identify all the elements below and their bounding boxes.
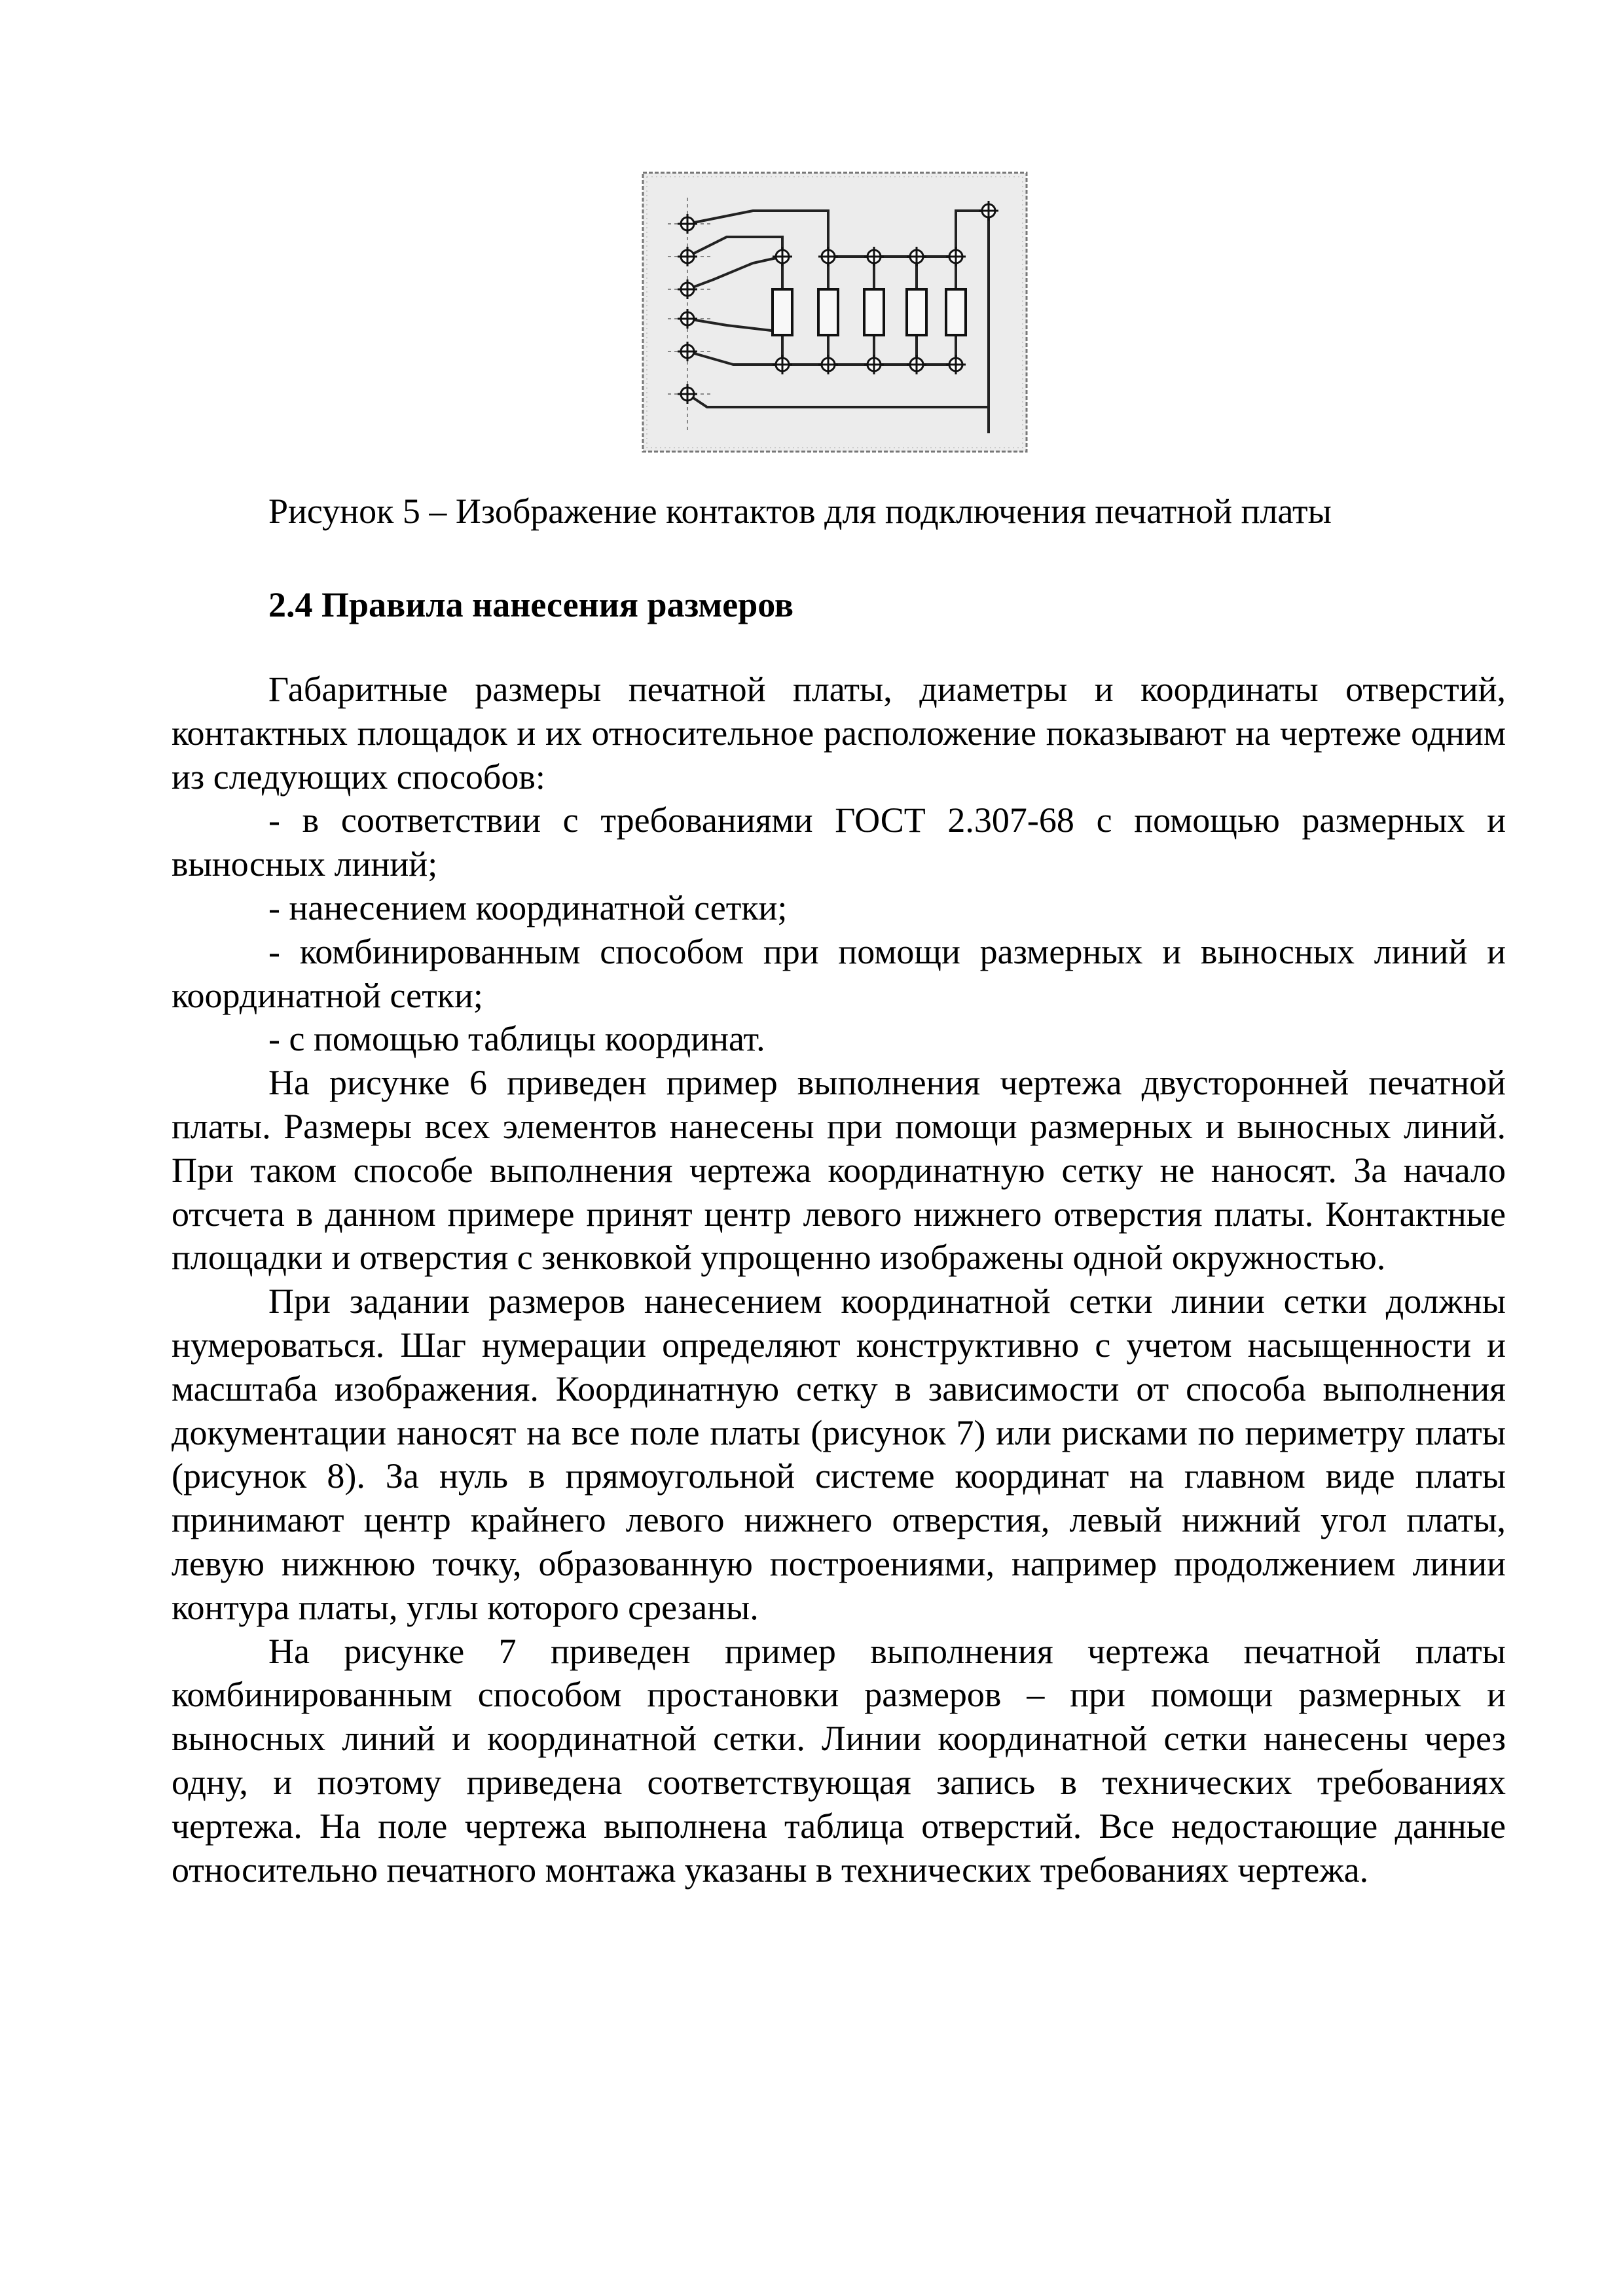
list-item: - в соответствии с требованиями ГОСТ 2.307-68 с помощью размерных и выносных линий; [172,800,1506,884]
section-heading: 2.4 Правила нанесения размеров [268,585,794,624]
figure-caption: Рисунок 5 – Изображение контактов для подключения печатной платы [268,492,1332,531]
list-item: - комбинированным способом при помощи размерных и выносных линий и координатной сетки; [172,931,1506,1015]
paragraph-coordinate-grid: При задании размеров нанесением координатной сетки линии сетки должны нумероваться. Шаг нумерации определяют конструктивно с учетом насыщенности и масштаба изображения. Координатную сетку в зависимости от способа выполнения документации наносят на все поле платы (рисунок 7) или рисками по периметру платы (рисунок 8). За нуль в прямоугольной системе координат на главном виде платы принимают центр крайнего левого нижнего отверстия, левый нижний угол платы, левую нижнюю точку, образованную построениями, например продолжением линии контура платы, углы которого срезаны. [172,1282,1506,1627]
list-item: - с помощью таблицы координат. [268,1019,765,1059]
paragraph-intro: Габаритные размеры печатной платы, диаметры и координаты отверстий, контактных площадок и их относительное расположение показывают на чертеже одним из следующих способов: [172,670,1506,797]
list-item: - нанесением координатной сетки; [268,888,788,927]
pcb-contacts-figure [642,171,1028,453]
pcb-drawing [642,171,1028,453]
resistor-1 [773,289,792,335]
resistor-2 [818,289,838,335]
resistor-5 [946,289,966,335]
paragraph-figure-6: На рисунке 6 приведен пример выполнения чертежа двусторонней печатной платы. Размеры всех элементов нанесены при помощи размерных и выносных линий. При таком способе выполнения чертежа координатную сетку не наносят. За начало отсчета в данном примере принят центр левого нижнего отверстия платы. Контактные площадки и отверстия с зенковкой упрощенно изображены одной окружностью. [172,1063,1506,1278]
body-text [172,668,1506,1892]
resistor-4 [907,289,926,335]
paragraph-figure-7: На рисунке 7 приведен пример выполнения чертежа печатной платы комбинированным способом простановки размеров – при помощи размерных и выносных линий и координатной сетки. Линии координатной сетки нанесены через одну, и поэтому приведена соответствующая запись в технических требованиях чертежа. На поле чертежа выполнена таблица отверстий. Все недостающие данные относительно печатного монтажа указаны в технических требованиях чертежа. [172,1631,1506,1890]
resistor-3 [864,289,884,335]
